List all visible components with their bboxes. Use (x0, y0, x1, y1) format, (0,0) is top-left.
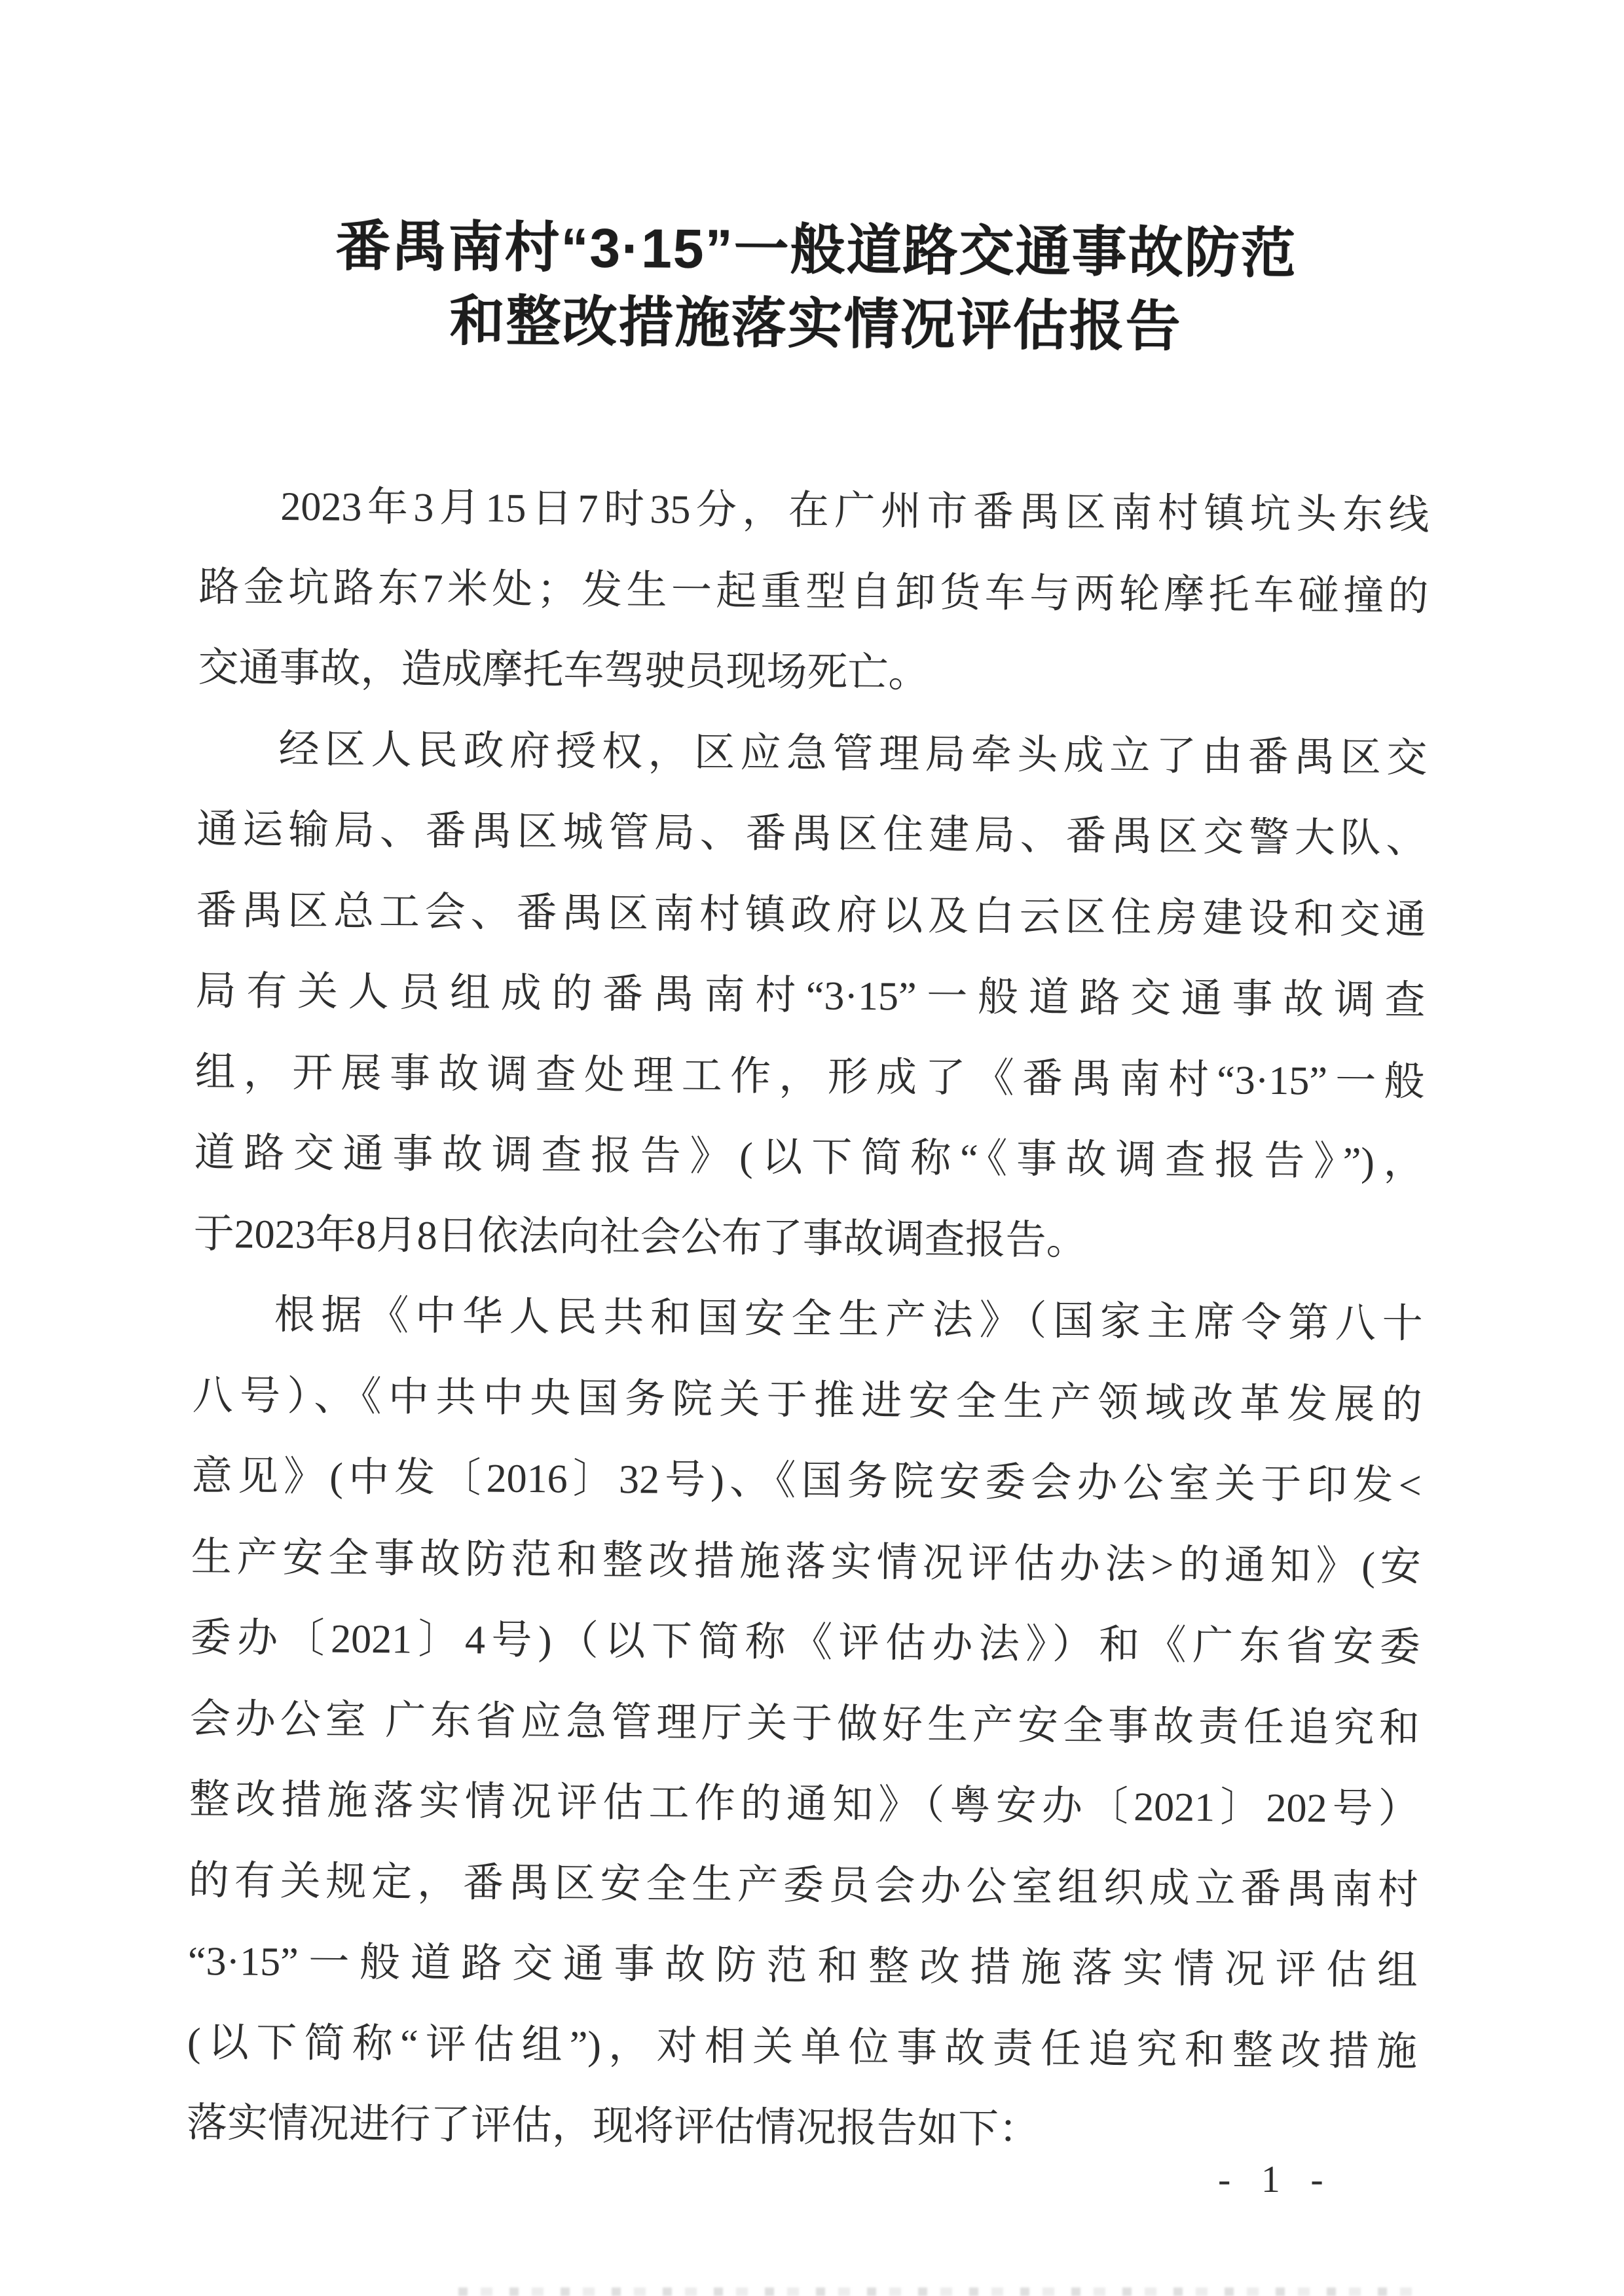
text-line: 落实情况进行了评估，现将评估情况报告如下： (186, 2100, 1040, 2153)
text-line: 局有关人员组成的番禺南村“3·15”一般道路交通事故调查 (195, 968, 1426, 1023)
title-line: 番禺南村“3·15”一般道路交通事故防范 (335, 215, 1297, 285)
text-line: 交通事故，造成摩托车驾驶员现场死亡。 (198, 645, 929, 696)
text-line: 番禺区总工会、番禺区南村镇政府以及白云区住房建设和交通 (196, 888, 1426, 943)
text-line: 生产安全事故防范和整改措施落实情况评估办法>的通知》(安 (191, 1535, 1422, 1590)
document-content (187, 208, 1431, 2174)
text-line: 路金坑路东7米处；发生一起重型自卸货车与两轮摩托车碰撞的 (198, 564, 1429, 619)
text-line: 于2023年8月8日依法向社会公布了事故调查报告。 (193, 1211, 1087, 1264)
text-line: 的有关规定，番禺区安全生产委员会办公室组织成立番禺南村 (188, 1858, 1419, 1913)
paragraph-legal-basis (187, 1275, 1424, 2174)
text-line: 委办〔2021〕4号)（以下简称《评估办法》）和《广东省安委 (190, 1615, 1421, 1670)
text-line: 组，开展事故调查处理工作，形成了《番禺南村“3·15”一般 (194, 1049, 1425, 1104)
text-line: 整改措施落实情况评估工作的通知》（粤安办〔2021〕202号） (189, 1777, 1420, 1832)
text-line: (以下简称“评估组”)，对相关单位事故责任追究和整改措施 (187, 2020, 1418, 2075)
text-line: 根据《中华人民共和国安全生产法》（国家主席令第八十 (274, 1292, 1423, 1347)
text-line: 通运输局、番禺区城管局、番禺区住建局、番禺区交警大队、 (196, 807, 1427, 862)
text-line: 道路交通事故调查报告》(以下简称“《事故调查报告》”)， (194, 1130, 1424, 1185)
scan-cutoff-artifact (458, 2287, 1428, 2296)
text-line: 会办公室 广东省应急管理厅关于做好生产安全事故责任追究和 (189, 1696, 1420, 1751)
page-number: - 1 - (1218, 2158, 1334, 2200)
text-line: “3·15”一般道路交通事故防范和整改措施落实情况评估组 (187, 1939, 1418, 1994)
text-line: 意见》(中发〔2016〕32号)、《国务院安委会办公室关于印发< (191, 1453, 1422, 1508)
document-title (200, 208, 1431, 366)
paragraph-investigation-team (193, 708, 1428, 1284)
paragraph-accident-summary (198, 466, 1430, 718)
title-line: 和整改措施落实情况评估报告 (449, 289, 1182, 357)
text-line: 经区人民政府授权，区应急管理局牵头成立了由番禺区交 (278, 727, 1428, 781)
text-line: 2023年3月15日7时35分，在广州市番禺区南村镇坑头东线 (280, 484, 1430, 538)
text-line: 八号）、《中共中央国务院关于推进安全生产领域改革发展的 (192, 1373, 1422, 1428)
